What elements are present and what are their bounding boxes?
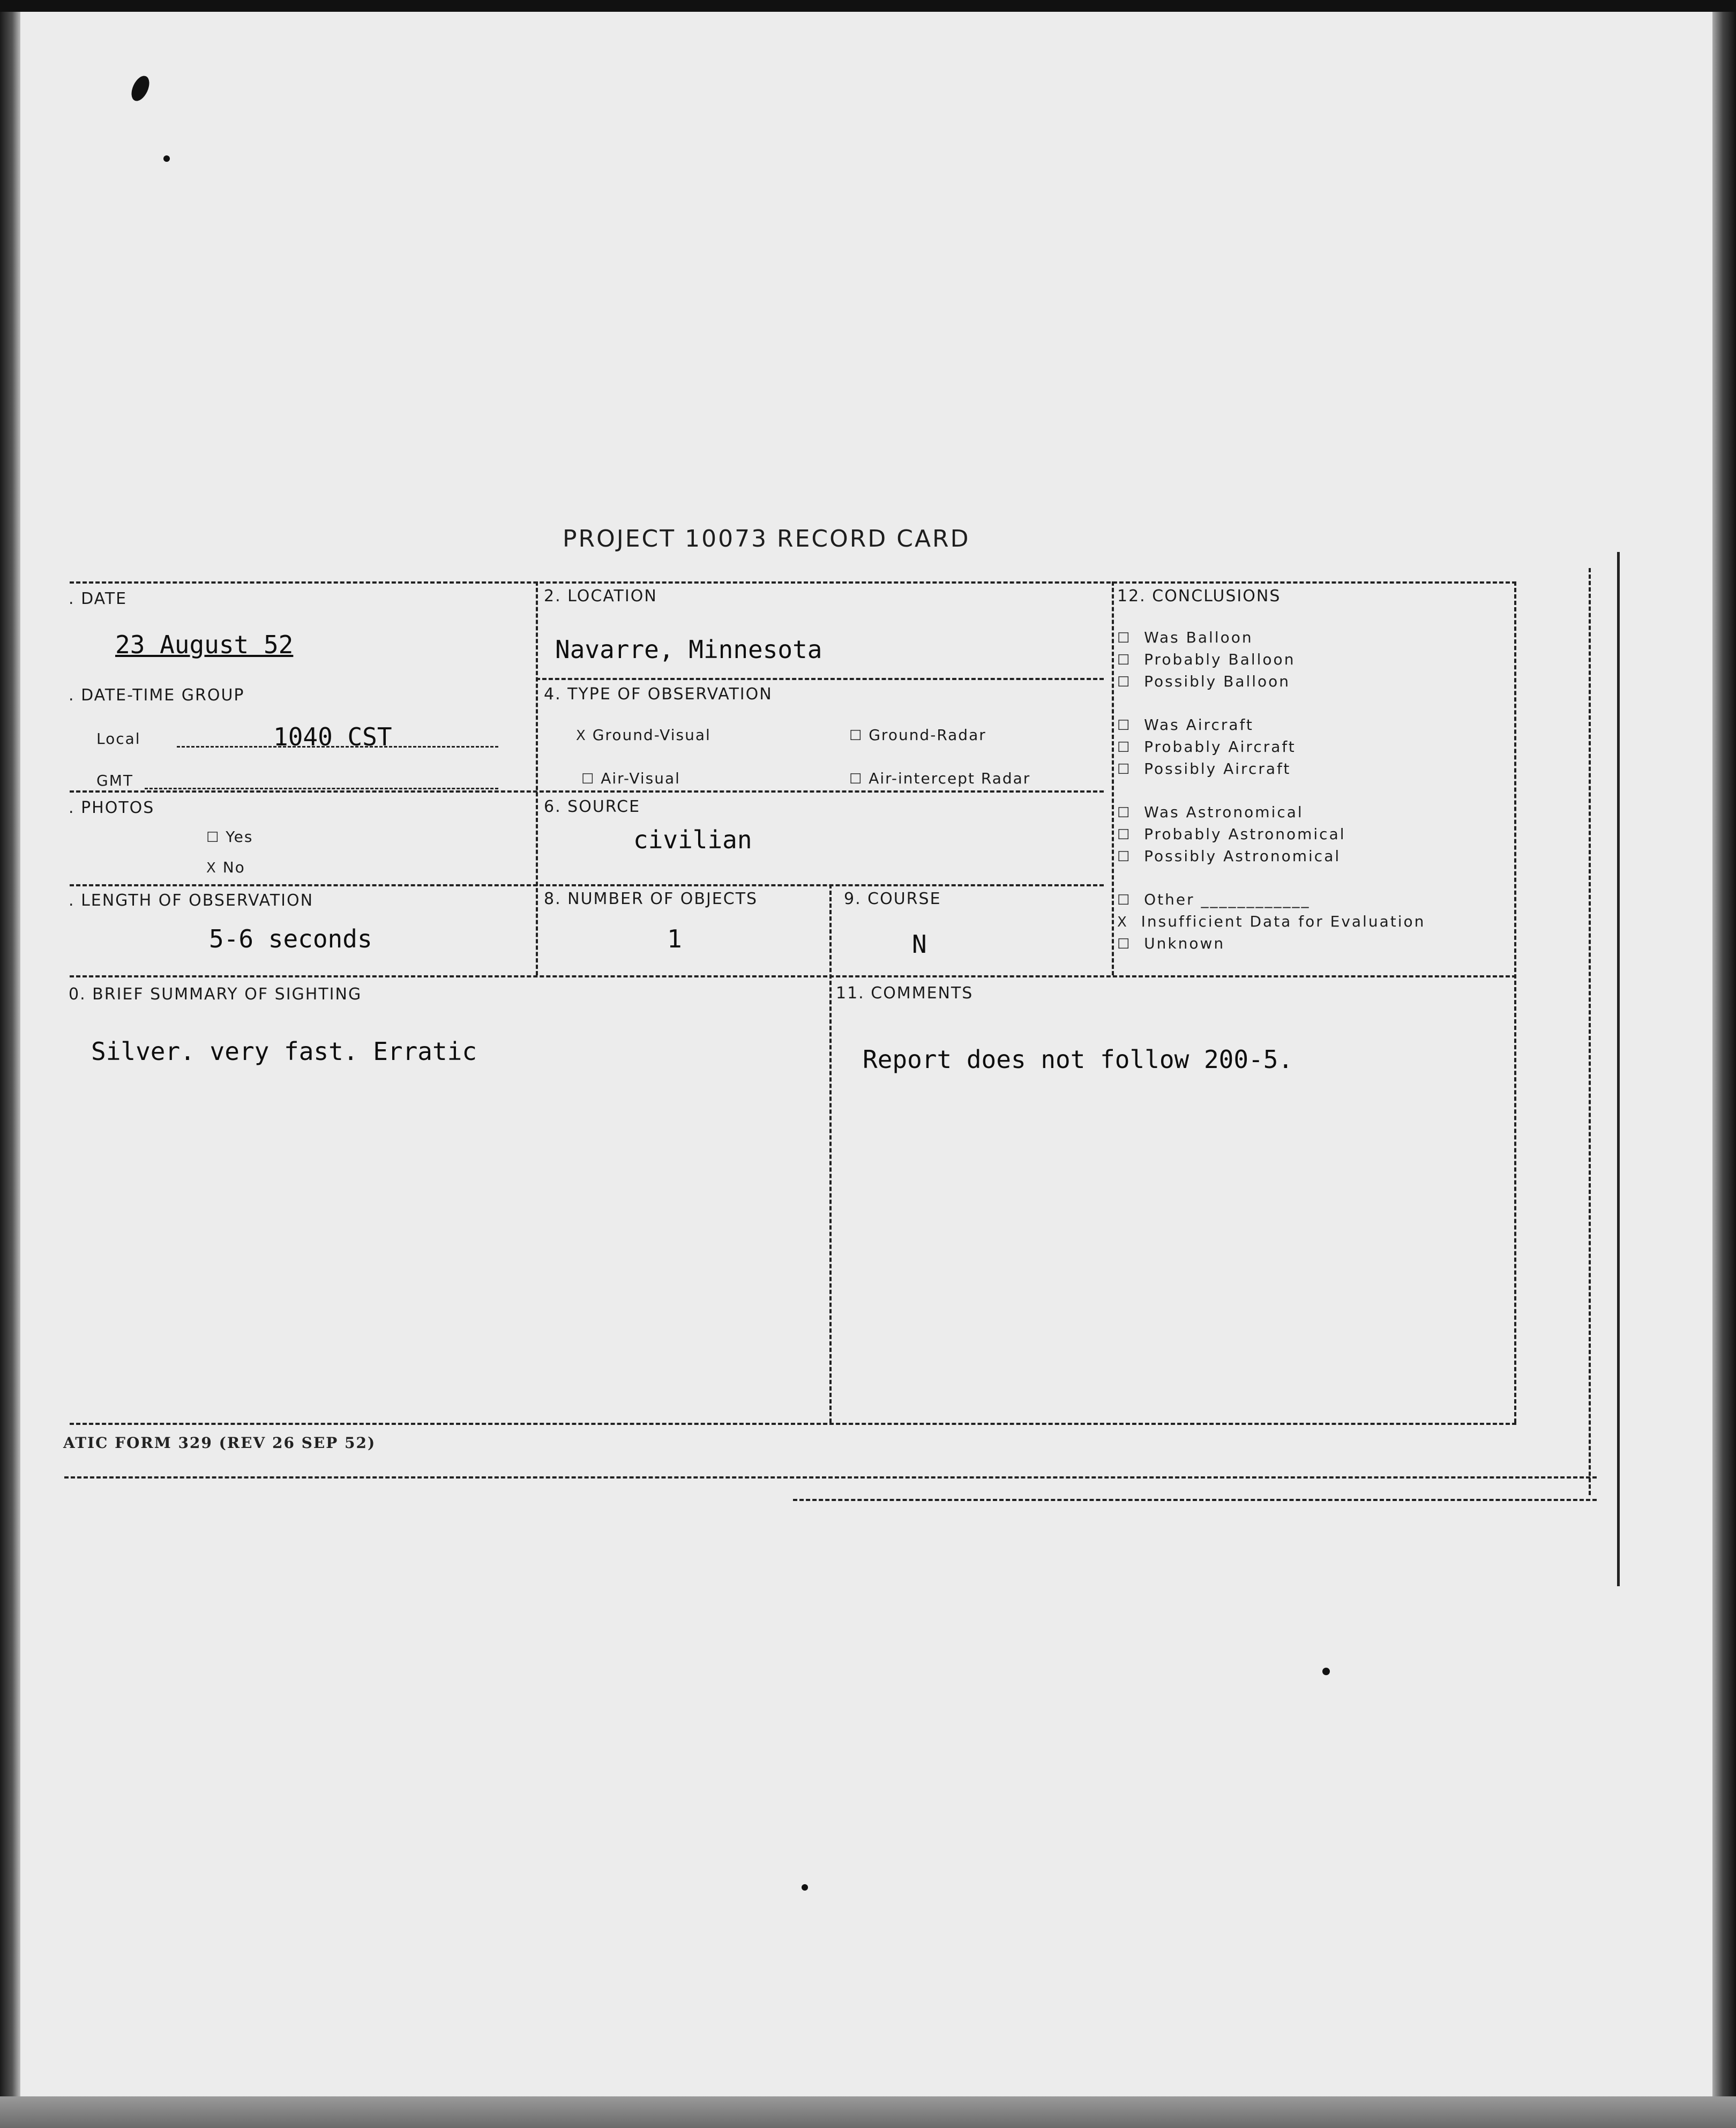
backing-card-edge xyxy=(1589,568,1591,1495)
observation-option-air-visual: ☐ Air-Visual xyxy=(581,770,680,787)
checkbox-icon: ☐ xyxy=(1117,849,1132,865)
scan-edge-bottom xyxy=(0,2096,1736,2128)
photos-yes: ☐ Yes xyxy=(206,828,253,846)
card-title: PROJECT 10073 RECORD CARD xyxy=(563,525,970,552)
checkbox-icon: ☐ xyxy=(1117,740,1132,756)
conclusion-item: ☐ Was Aircraft xyxy=(1117,716,1254,734)
form-bottom-border xyxy=(70,1423,1516,1425)
checkbox-icon: ☐ xyxy=(1117,674,1132,690)
type-of-observation-label: 4. TYPE OF OBSERVATION xyxy=(544,685,773,704)
photos-no: X No xyxy=(206,858,245,876)
form-number: ATIC FORM 329 (REV 26 SEP 52) xyxy=(63,1434,376,1452)
location-label: 2. LOCATION xyxy=(544,587,657,606)
comments-label: 11. COMMENTS xyxy=(836,984,974,1003)
conclusion-item: ☐ Possibly Astronomical xyxy=(1117,847,1341,865)
checkbox-icon: ☐ xyxy=(1117,630,1132,646)
summary-label: 0. BRIEF SUMMARY OF SIGHTING xyxy=(69,985,362,1004)
checkbox-icon: ☐ xyxy=(1117,718,1132,734)
checkbox-icon: ☐ xyxy=(1117,652,1132,668)
backing-card-edge xyxy=(1617,552,1620,1586)
row-divider xyxy=(70,975,1516,977)
source-value: civilian xyxy=(633,825,752,854)
datetime-gmt-label: GMT xyxy=(96,772,133,789)
conclusion-item: X Insufficient Data for Evaluation xyxy=(1117,913,1426,930)
checked-box-icon: X xyxy=(576,728,587,744)
row-divider xyxy=(536,678,1104,680)
checkbox-icon: ☐ xyxy=(1117,827,1132,843)
conclusion-item: ☐ Probably Astronomical xyxy=(1117,825,1346,843)
date-value: 23 August 52 xyxy=(115,630,294,659)
summary-value: Silver. very fast. Erratic xyxy=(91,1037,477,1066)
scan-edge-right xyxy=(1712,12,1736,2128)
location-value: Navarre, Minnesota xyxy=(555,635,822,664)
backing-card-edge xyxy=(64,1476,1597,1479)
observation-option-ground-visual: X Ground-Visual xyxy=(576,726,711,744)
course-value: N xyxy=(912,930,927,959)
column-divider xyxy=(1112,581,1114,975)
row-divider xyxy=(70,884,1104,886)
datetime-local-value: 1040 CST xyxy=(273,722,392,751)
row-divider xyxy=(70,790,1104,793)
backing-card-edge xyxy=(793,1499,1597,1501)
conclusions-list xyxy=(1117,627,1514,955)
conclusion-item: ☐ Probably Aircraft xyxy=(1117,738,1296,756)
scan-speck xyxy=(1322,1668,1330,1675)
length-label: . LENGTH OF OBSERVATION xyxy=(69,891,314,910)
photos-label: . PHOTOS xyxy=(69,798,155,817)
datetime-gmt-line xyxy=(145,788,498,789)
conclusions-label: 12. CONCLUSIONS xyxy=(1117,587,1281,606)
column-divider xyxy=(829,884,832,1423)
scan-speck xyxy=(163,155,170,162)
number-of-objects-label: 8. NUMBER OF OBJECTS xyxy=(544,890,758,908)
checkbox-icon: ☐ xyxy=(1117,892,1132,908)
source-label: 6. SOURCE xyxy=(544,797,641,816)
scan-edge-top xyxy=(0,0,1736,12)
scan-speck xyxy=(802,1884,808,1891)
number-of-objects-value: 1 xyxy=(667,924,682,953)
date-label: . DATE xyxy=(69,589,128,608)
checked-box-icon: X xyxy=(206,860,217,876)
datetime-label: . DATE-TIME GROUP xyxy=(69,686,245,705)
comments-value: Report does not follow 200-5. xyxy=(863,1045,1293,1074)
conclusion-item: ☐ Other ____________ xyxy=(1117,891,1311,908)
checkbox-icon: ☐ xyxy=(581,771,595,787)
conclusion-item: ☐ Unknown xyxy=(1117,935,1225,952)
conclusion-item: ☐ Possibly Balloon xyxy=(1117,673,1291,690)
datetime-local-label: Local xyxy=(96,730,141,748)
checkbox-icon: ☐ xyxy=(1117,936,1132,952)
checkbox-icon: ☐ xyxy=(849,728,863,744)
conclusion-item: ☐ Possibly Aircraft xyxy=(1117,760,1291,778)
form-top-border xyxy=(70,581,1516,584)
form-right-border xyxy=(1514,581,1516,1423)
checkbox-icon: ☐ xyxy=(849,771,863,787)
course-label: 9. COURSE xyxy=(844,890,941,908)
scan-edge-left xyxy=(0,12,20,2128)
conclusion-item: ☐ Probably Balloon xyxy=(1117,651,1296,668)
checkbox-icon: ☐ xyxy=(1117,761,1132,778)
observation-option-air-intercept-radar: ☐ Air-intercept Radar xyxy=(849,770,1031,787)
observation-option-ground-radar: ☐ Ground-Radar xyxy=(849,726,986,744)
conclusion-item: ☐ Was Astronomical xyxy=(1117,803,1304,821)
column-divider xyxy=(536,581,538,975)
checkbox-icon: ☐ xyxy=(206,830,220,846)
checkbox-icon: ☐ xyxy=(1117,805,1132,821)
length-value: 5-6 seconds xyxy=(209,924,372,953)
conclusion-item: ☐ Was Balloon xyxy=(1117,629,1253,646)
scan-speck xyxy=(128,73,153,103)
checked-box-icon: X xyxy=(1117,914,1128,930)
